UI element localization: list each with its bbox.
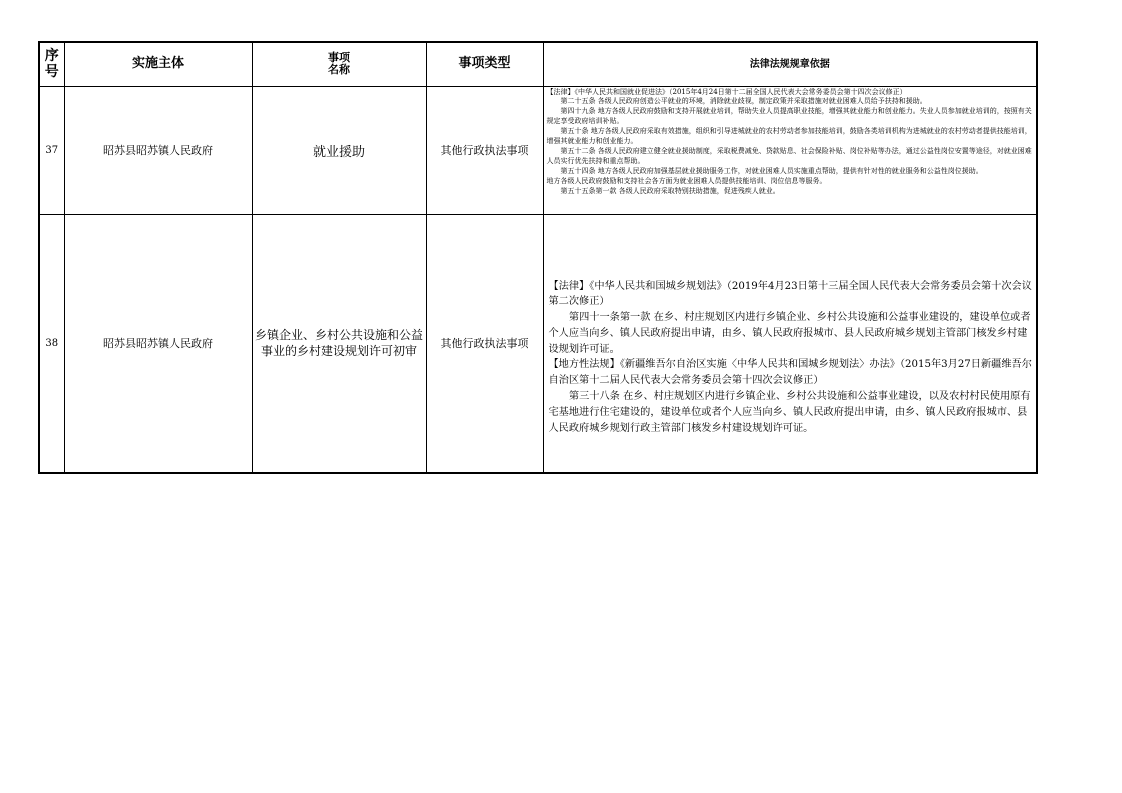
header-row: [39, 42, 1037, 86]
header-subject: 实施主体: [64, 42, 252, 86]
row-basis: [543, 86, 1037, 214]
header-seq: 序号: [39, 42, 64, 86]
row-seq: 37: [39, 86, 64, 214]
basis-paragraph: 第三十八条 在乡、村庄规划区内进行乡镇企业、乡村公共设施和公益事业建设，以及农村村民使用原有宅基地进行住宅建设的，建设单位或者个人应当向乡、镇人民政府提出申请，由乡、镇人民政府报城市、县人民政府城乡规划行政主管部门核发乡村建设规划许可证。: [548, 391, 1031, 434]
header-basis: 法律法规规章依据: [543, 42, 1037, 86]
row-item-type: 其他行政执法事项: [426, 214, 543, 473]
basis-paragraph: 第二十五条 各级人民政府创造公平就业的环境，消除就业歧视，制定政策并采取措施对就业困难人员给予扶持和援助。: [560, 97, 927, 106]
header-item-name-line1: 事项: [328, 50, 350, 64]
row-item-name: 乡镇企业、乡村公共设施和公益事业的乡村建设规划许可初审: [252, 214, 426, 473]
row-item-type: 其他行政执法事项: [426, 86, 543, 214]
basis-paragraph: 【法律】《中华人民共和国就业促进法》（2015年4月24日第十二届全国人民代表大会常务委员会第十四次会议修正）: [546, 87, 907, 96]
header-item-name: [252, 42, 426, 86]
matters-table: [38, 41, 1038, 474]
header-item-type: 事项类型: [426, 42, 543, 86]
row-basis: [543, 214, 1037, 473]
basis-text: [544, 215, 1037, 437]
header-item-name-line2: 名称: [328, 63, 350, 77]
basis-paragraph: 第五十五条第一款 各级人民政府采取特别扶助措施，促进残疾人就业。: [560, 186, 780, 195]
row-subject: 昭苏县昭苏镇人民政府: [64, 214, 252, 473]
basis-paragraph: 第四十一条第一款 在乡、村庄规划区内进行乡镇企业、乡村公共设施和公益事业建设的，建设单位或者个人应当向乡、镇人民政府提出申请，由乡、镇人民政府报城市、县人民政府城乡规划主管部门核发乡村建设规划许可证。: [548, 312, 1031, 355]
table-row: [39, 86, 1037, 214]
basis-paragraph: 第四十九条 地方各级人民政府鼓励和支持开展就业培训，帮助失业人员提高职业技能，增强其就业能力和创业能力。失业人员参加就业培训的，按照有关规定享受政府培训补贴。: [546, 107, 1032, 126]
basis-text: [544, 87, 1037, 214]
row-item-name: 就业援助: [252, 86, 426, 214]
basis-paragraph: 【地方性法规】《新疆维吾尔自治区实施〈中华人民共和国城乡规划法〉办法》（2015年3月27日新疆维吾尔自治区第十二届人民代表大会常务委员会第十四次会议修正）: [548, 359, 1032, 387]
basis-paragraph: 地方各级人民政府鼓励和支持社会各方面为就业困难人员提供技能培训、岗位信息等服务。: [546, 176, 827, 185]
basis-paragraph: 第五十条 地方各级人民政府采取有效措施，组织和引导进城就业的农村劳动者参加技能培训，鼓励各类培训机构为进城就业的农村劳动者提供技能培训，增强其就业能力和创业能力。: [546, 127, 1032, 146]
row-subject: 昭苏县昭苏镇人民政府: [64, 86, 252, 214]
table-row: [39, 214, 1037, 473]
basis-paragraph: 第五十四条 地方各级人民政府加强基层就业援助服务工作，对就业困难人员实施重点帮助，提供有针对性的就业服务和公益性岗位援助。: [560, 166, 983, 175]
basis-paragraph: 第五十二条 各级人民政府建立健全就业援助制度，采取税费减免、贷款贴息、社会保险补贴、岗位补贴等办法，通过公益性岗位安置等途径，对就业困难人员实行优先扶持和重点帮助。: [546, 146, 1032, 165]
row-seq: 38: [39, 214, 64, 473]
basis-paragraph: 【法律】《中华人民共和国城乡规划法》（2019年4月23日第十三届全国人民代表大会常务委员会第十次会议第二次修正）: [548, 280, 1032, 308]
